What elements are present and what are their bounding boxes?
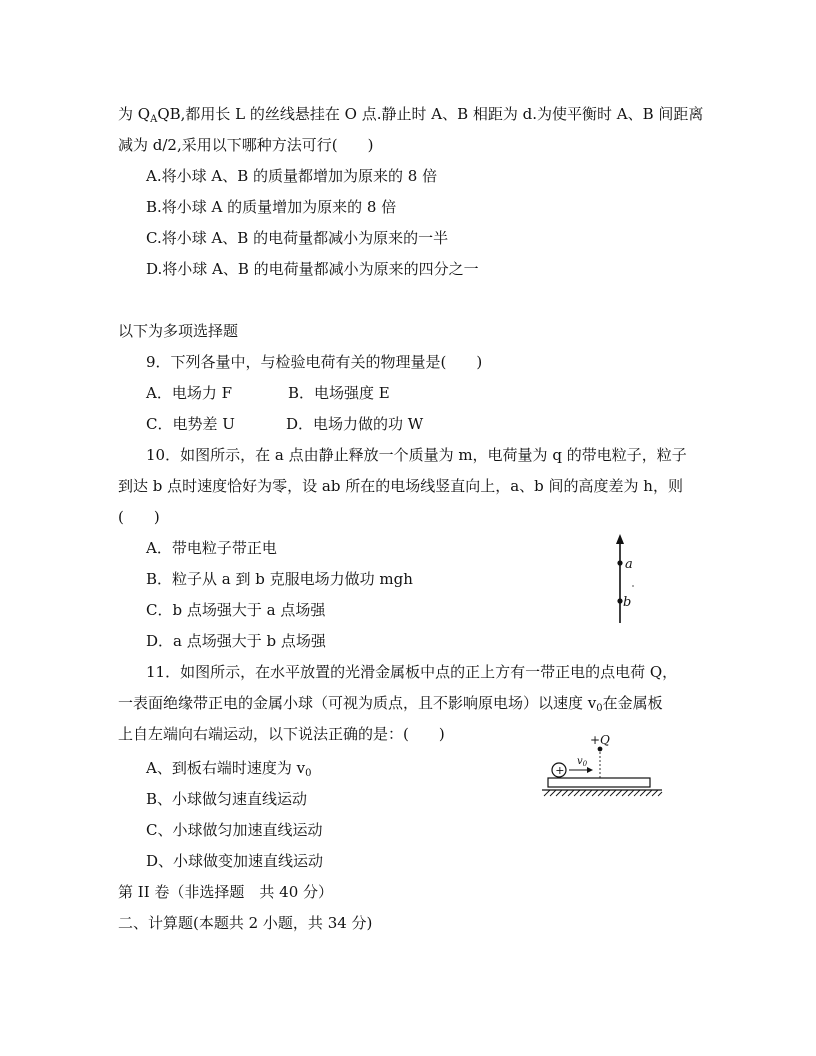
q11-option-d: D、小球做变加速直线运动 — [146, 852, 324, 870]
point-a — [617, 560, 622, 565]
point-charge — [598, 747, 603, 752]
q11-option-c: C、小球做匀加速直线运动 — [146, 821, 323, 839]
label-point-a: a — [625, 557, 633, 572]
q11-option-a: A、到板右端时速度为 $v_0$ — [146, 759, 312, 779]
q9-option-c: C．电势差 U — [146, 415, 235, 433]
section-calculation-heading: 二、计算题(本题共 2 小题，共 34 分) — [118, 914, 373, 932]
velocity-arrow-head-icon — [587, 767, 593, 773]
q11-option-b: B、小球做匀速直线运动 — [146, 790, 308, 808]
q11-stem-line-1: 11．如图所示，在水平放置的光滑金属板中点的正上方有一带正电的点电荷 Q， — [146, 663, 678, 681]
q11-metal-plate-figure — [540, 730, 664, 800]
q8-option-d: D.将小球 A、B 的电荷量都减小为原来的四分之一 — [146, 260, 479, 278]
q10-stem-line-1: 10．如图所示，在 a 点由静止释放一个质量为 m，电荷量为 q 的带电粒子，粒子 — [146, 446, 687, 464]
field-arrow-icon — [616, 534, 624, 544]
point-b — [617, 598, 622, 603]
q8-option-b: B.将小球 A 的质量增加为原来的 8 倍 — [146, 198, 397, 216]
ball-sign: + — [555, 764, 565, 777]
q11-stem-line-3: 上自左端向右端运动，以下说法正确的是：( ) — [118, 725, 445, 743]
label-point-b: b — [623, 595, 632, 610]
label-velocity: $v_0$ — [577, 756, 588, 768]
q8-stem-line-2: 减为 d/2,采用以下哪种方法可行( ) — [118, 136, 374, 154]
section-multi-choice-heading: 以下为多项选择题 — [118, 322, 239, 340]
label-point-charge: +Q — [590, 733, 610, 747]
q9-option-a: A．电场力 F — [146, 384, 233, 402]
q9-stem: 9．下列各量中，与检验电荷有关的物理量是( ) — [146, 353, 483, 371]
q9-option-b: B．电场强度 E — [288, 384, 390, 402]
q10-option-a: A．带电粒子带正电 — [146, 539, 277, 557]
q11-stem-line-2: 一表面绝缘带正电的金属小球（可视为质点，且不影响原电场）以速度 $v_0$在金属板 — [118, 694, 663, 714]
q10-stem-line-2: 到达 b 点时速度恰好为零，设 ab 所在的电场线竖直向上，a、b 间的高度差为 h，则 — [118, 477, 683, 495]
q10-option-d: D．a 点场强大于 b 点场强 — [146, 632, 326, 650]
q8-option-c: C.将小球 A、B 的电荷量都减小为原来的一半 — [146, 229, 449, 247]
q9-option-d: D．电场力做的功 W — [286, 415, 424, 433]
q8-option-a: A.将小球 A、B 的质量都增加为原来的 8 倍 — [146, 167, 438, 185]
metal-plate — [548, 778, 650, 787]
q8-stem-line-1: 为 $Q_AQB$,都用长 L 的丝线悬挂在 O 点.静止时 A、B 相距为 d.为使平衡时 A、B 间距离 — [118, 105, 704, 125]
ground-hatch — [544, 790, 662, 796]
q10-option-c: C．b 点场强大于 a 点场强 — [146, 601, 326, 619]
q10-field-line-figure — [604, 533, 644, 625]
part-2-title: 第 II 卷（非选择题 共 40 分） — [118, 883, 334, 901]
q10-option-b: B．粒子从 a 到 b 克服电场力做功 mgh — [146, 570, 413, 588]
q10-stem-line-3: ( ) — [118, 508, 160, 526]
